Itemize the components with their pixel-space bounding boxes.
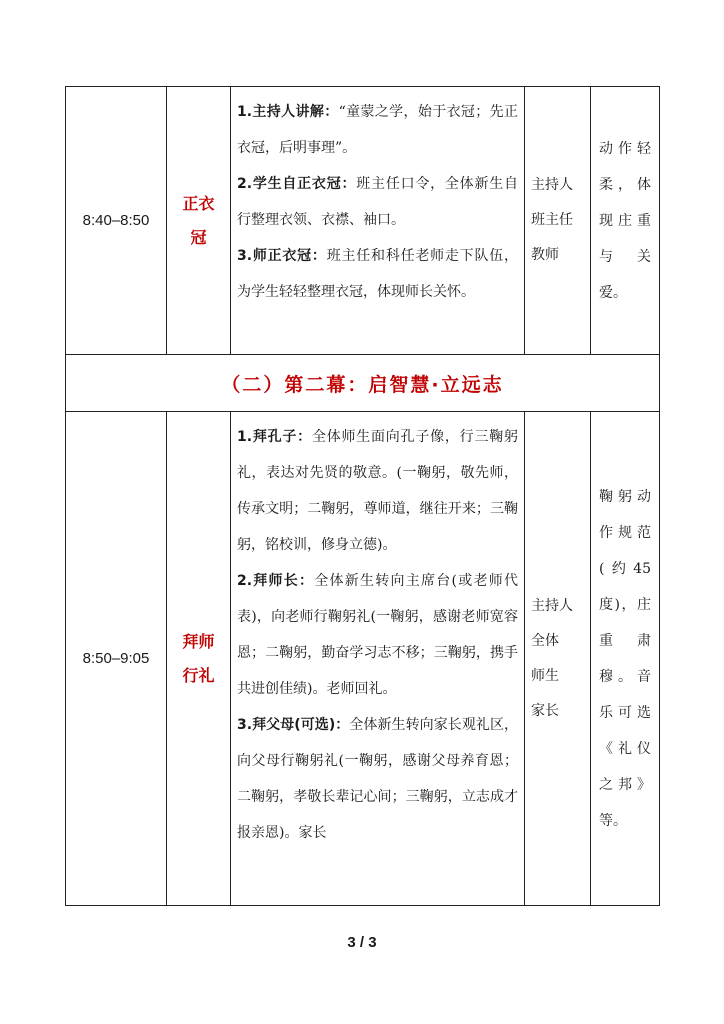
schedule-table — [65, 86, 660, 906]
step — [237, 563, 518, 707]
notes-cell: 动作轻柔，体现庄重与关爱。 — [591, 87, 660, 355]
table-row — [66, 87, 660, 355]
step — [237, 166, 518, 238]
step-text: 班主任口令，全体新生自行整理衣领、衣襟、袖口。 — [237, 176, 519, 228]
content-cell — [231, 87, 525, 355]
table-row — [66, 412, 660, 906]
person: 师生 — [531, 667, 559, 684]
section-row — [66, 355, 660, 412]
section-title: （二）第二幕：启智慧·立远志 — [66, 355, 660, 412]
people-cell — [525, 87, 591, 355]
person: 教师 — [531, 247, 559, 263]
step-label: 1.拜孔子： — [237, 429, 312, 445]
person: 主持人 — [531, 597, 573, 614]
content-cell — [231, 412, 525, 906]
item-name: 正衣冠 — [182, 193, 215, 247]
step — [237, 94, 518, 166]
step-label: 2.拜师长： — [237, 573, 315, 589]
step — [237, 238, 518, 310]
step-label: 2.学生自正衣冠： — [237, 176, 357, 192]
person: 主持人 — [531, 177, 573, 193]
person: 全体 — [531, 632, 559, 649]
step-text: 班主任和科任老师走下队伍，为学生轻轻整理衣冠，体现师长关怀。 — [237, 248, 519, 300]
item-cell — [167, 412, 231, 906]
person: 班主任 — [531, 212, 573, 228]
notes-cell: 鞠躬动作规范(约45度)，庄重肃穆。音乐可选《礼仪之邦》等。 — [591, 412, 660, 906]
step — [237, 419, 518, 563]
step-label: 1.主持人讲解： — [237, 104, 339, 120]
item-name: 拜师行礼 — [182, 631, 215, 685]
page-number: 3 / 3 — [347, 934, 377, 951]
time-cell: 8:50–9:05 — [66, 412, 167, 906]
step-text: 全体新生转向家长观礼区，向父母行鞠躬礼(一鞠躬，感谢父母养育恩；二鞠躬，孝敬长辈记心间；三鞠躬，立志成才报亲恩)。家长 — [237, 717, 519, 841]
step-label: 3.拜父母(可选)： — [237, 717, 350, 733]
item-cell — [167, 87, 231, 355]
step-text: 全体师生面向孔子像，行三鞠躬礼，表达对先贤的敬意。(一鞠躬，敬先师，传承文明；二鞠躬，尊师道，继往开来；三鞠躬，铭校训，修身立德)。 — [237, 429, 519, 553]
step-text: “童蒙之学，始于衣冠；先正衣冠，后明事理”。 — [237, 104, 518, 156]
step-label: 3.师正衣冠： — [237, 248, 327, 264]
people-cell — [525, 412, 591, 906]
person: 家长 — [531, 702, 559, 719]
step — [237, 707, 518, 851]
step-text: 全体新生转向主席台(或老师代表)，向老师行鞠躬礼(一鞠躬，感谢老师宽容恩；二鞠躬，勤奋学习志不移；三鞠躬，携手共进创佳绩)。老师回礼。 — [237, 573, 519, 697]
time-cell: 8:40–8:50 — [66, 87, 167, 355]
